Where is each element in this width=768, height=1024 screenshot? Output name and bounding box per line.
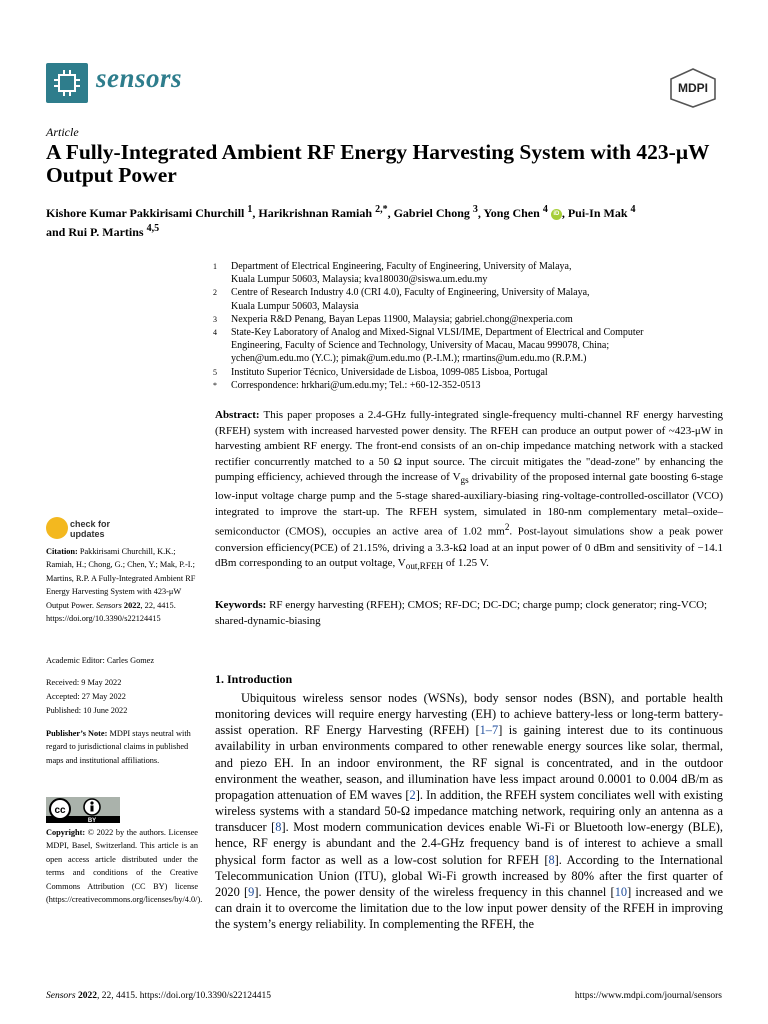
affiliation-line: ychen@um.edu.mo (Y.C.); pimak@um.edu.mo (P.-I.M.); rmartins@um.edu.mo (R.P.M.) (231, 353, 587, 365)
footer-citation: Sensors 2022, 22, 4415. https://doi.org/10.3390/s22124415 (46, 991, 271, 1001)
author-name: Kishore Kumar Pakkirisami Churchill (46, 206, 245, 220)
published-date: Published: 10 June 2022 (46, 706, 128, 715)
citation-link[interactable]: 10 (614, 884, 628, 899)
paper-title: A Fully-Integrated Ambient RF Energy Harvesting System with 423-μW Output Power (46, 140, 710, 187)
svg-text:BY: BY (87, 818, 97, 823)
citation: Citation: Pakkirisami Churchill, K.K.; Ramiah, H.; Chong, G.; Chen, Y.; Mak, P.-I.; Martins, R.P. A Fully-Integrated Ambient RF Energy Harvesting System with 423-μW Output Power. Sensors 2022, 22, 4415. https://doi.org/10.3390/s22124415 (46, 547, 196, 624)
article-type: Article (46, 125, 79, 139)
affiliation-line: 1 Department of Electrical Engineering, Faculty of Engineering, University of Malaya, (213, 261, 572, 272)
received-date: Received: 9 May 2022 (46, 678, 122, 687)
affiliation-line: 2 Centre of Research Industry 4.0 (CRI 4.0), Faculty of Engineering, University of Malaya, (213, 287, 590, 299)
citation-link[interactable]: 9 (248, 884, 255, 899)
affiliation-line: 4 State-Key Laboratory of Analog and Mixed-Signal VLSI/IME, Department of Electrical and Computer (213, 327, 644, 339)
check-for-updates-button[interactable]: check for updates (46, 517, 126, 543)
section-heading: 1. Introduction (215, 672, 293, 686)
copyright-notice: Copyright: © 2022 by the authors. Licensee MDPI, Basel, Switzerland. This article is an open access article distributed under the terms and conditions of the Creative Commons Attribution (CC BY) license (https://creativecommons.org/licenses/by/4.0/). (46, 828, 203, 905)
orcid-icon[interactable]: iD (551, 209, 562, 220)
affiliation-line: 5 Instituto Superior Técnico, Universidade de Lisboa, 1099-085 Lisboa, Portugal (213, 366, 548, 378)
affiliation-line: Kuala Lumpur 50603, Malaysia (231, 300, 359, 312)
keywords-label: Keywords: (215, 599, 267, 611)
abstract-label: Abstract: (215, 409, 260, 421)
academic-editor: Academic Editor: Carles Gomez (46, 656, 155, 665)
check-for-updates-icon (46, 517, 68, 539)
mdpi-logo-icon[interactable] (667, 68, 719, 108)
publisher-name: MDPI (678, 81, 708, 95)
affiliation-line: 3 Nexperia R&D Penang, Bayan Lepas 11900, Malaysia; gabriel.chong@nexperia.com (213, 313, 573, 325)
keywords: Keywords: RF energy harvesting (RFEH); CMOS; RF-DC; DC-DC; charge pump; clock generator; ring-VCO; shared-dynamic-biasing (215, 599, 708, 627)
citation-link[interactable]: 8 (548, 852, 555, 867)
author-list: Kishore Kumar Pakkirisami Churchill $^1$, Harikrishnan Ramiah $^{2,*}$, Gabriel Chong $^3$, Yong Chen $^4$ iD , Pui-In Mak $^4$ and Rui P. Martins $^{4,5}$ (46, 204, 636, 239)
affiliation-line: * Correspondence: hrkhari@um.edu.my; Tel.: +60-12-352-0513 (213, 379, 481, 391)
abstract: Abstract: This paper proposes a 2.4-GHz fully-integrated single-frequency multi-channel RF energy harvesting (RFEH) system with increased harvested power density. The RFEH can produce an output power of ~423-μW in harvesting ambient RF energy. The front-end consists of an on-chip impedance matching network with a stacked rectifier concurrently matched to a 50 Ω input source. The circuit mitigates the "dead-zone" by enhancing the pumping efficiency, achieved through the increase of $V_{gs}$ drivability of the proposed internal gate boosting 6-stage low-input voltage charge pump and the 5-stage shared-auxiliary-biasing ring-voltage-controlled-oscillator (VCO) integrated to improve the start-up. The RFEH system, simulated in 180-nm complementary metal–oxide–semiconductor (CMOS), occupies an active area of 1.02 $mm^2$. Post-layout simulations show a peak power conversion efficiency(PCE) of 21.15%, driving a 3.3-kΩ load at an input power of 0 dBm and sensitivity of −14.1 dBm corresponding to an output voltage, $V_{out,RFEH}$ of 1.25 V. (215, 409, 723, 572)
citation-link[interactable]: 8 (275, 820, 282, 835)
journal-logo-icon (46, 63, 88, 103)
citation-link[interactable]: 1–7 (479, 723, 499, 738)
affiliation-line: Engineering, Faculty of Science and Technology, University of Macau, Macau 999078, China; (231, 340, 610, 352)
cc-by-license-icon[interactable] (46, 797, 120, 823)
affiliation-line: Kuala Lumpur 50603, Malaysia; kva180030@siswa.um.edu.my (231, 274, 488, 286)
accepted-date: Accepted: 27 May 2022 (46, 692, 126, 701)
affiliations (213, 260, 723, 392)
publisher-note: Publisher’s Note: MDPI stays neutral with regard to jurisdictional claims in published maps and institutional affiliations. (46, 729, 191, 765)
journal-url-link[interactable]: https://www.mdpi.com/journal/sensors (574, 991, 722, 1001)
citation-link[interactable]: 2 (409, 787, 416, 802)
svg-text:cc: cc (54, 805, 66, 816)
intro-paragraph: Ubiquitous wireless sensor nodes (WSNs), body sensor nodes (BSN), and portable health monitoring devices will require energy harvesting (EH) to achieve battery-less or long-term battery-assist operation. RF Energy Harvesting (RFEH) [1–7] is gaining interest due to its continuous availability in urban environments compared to other renewable energy sources like solar, thermal, and piezo EH. In an indoor environment, the RF signal is concentrated, and in the outdoor environment the weather, season, and illumination have less impact around 0.0001 to 0.004 dB/m as propagation attenuation of EM waves [2]. In addition, the RFEH system conciliates well with existing wireless systems with a standard 50-Ω impedance matching network, requiring only an antenna as a transducer [8]. Most modern communication devices enable Wi-Fi or Bluetooth low-energy (BLE), hence, RF energy is abundant and the 2.4-GHz frequency band is of interest to achieve a small physical form factor as well as a low-cost solution for RFEH [8]. According to the International Telecommunication Union (ITU), global Wi-Fi growth increased by 80% after the first quarter of 2020 [9]. Hence, the power density of the wireless frequency in this channel [10] increased and we can drain it to overcome the limitation due to the low input power density of the RFEH in improving the system’s energy reliability. In complementing the RFEH, the (215, 691, 723, 932)
journal-name[interactable]: sensors (96, 63, 183, 93)
